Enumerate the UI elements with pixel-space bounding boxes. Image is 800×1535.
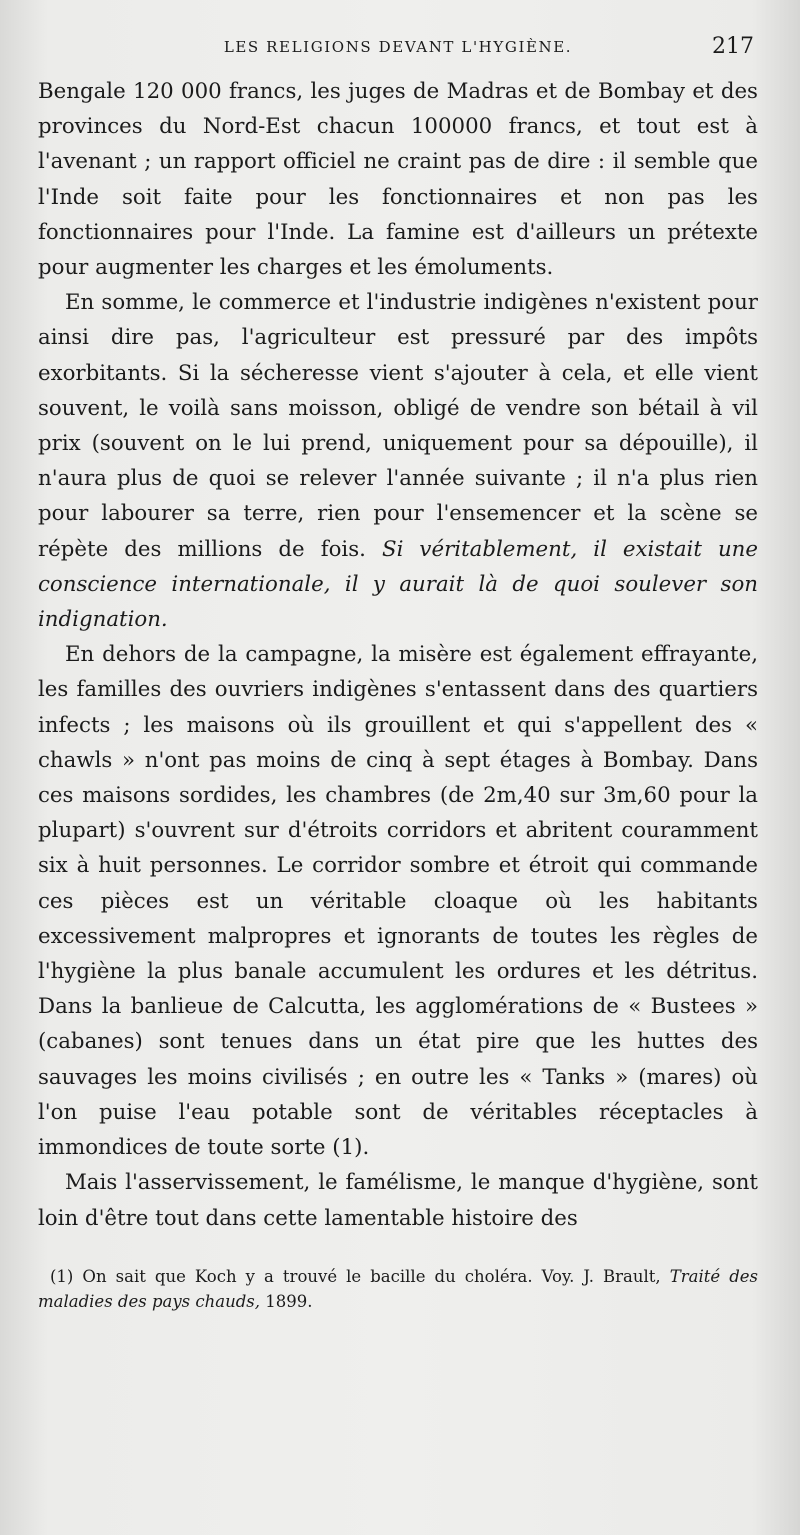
italic-passage: Si véritablement, il existait une conscience internationale, il y aurait là de quoi soulever son indignation.: [38, 536, 758, 633]
paragraph-text: Bengale 120 000 francs, les juges de Madras et de Bombay et des provinces du Nord-Est chacun 100000 francs, et tout est à l'avenant ; un rapport officiel ne craint pas de dire : il semble que l'Inde soit faite pour les fonctionnaires et non pas les fonctionnaires pour l'Inde. La famine est d'ailleurs un prétexte pour augmenter les charges et les émoluments.: [38, 79, 758, 281]
paragraph: [38, 1165, 758, 1235]
paragraph: [38, 637, 758, 1165]
footnote-title: Traité des maladies des pays chauds,: [38, 1266, 759, 1311]
running-head: [38, 34, 758, 74]
page-number: 217: [712, 34, 754, 59]
paragraph-text: En dehors de la campagne, la misère est également effrayante, les familles des ouvriers indigènes s'entassent dans des quartiers infects ; les maisons où ils grouillent et qui s'appellent des « chawls » n'ont pas moins de cinq à sept étages à Bombay. Dans ces maisons sordides, les chambres (de 2m,40 sur 3m,60 pour la plupart) s'ouvrent sur d'étroits corridors et abritent couramment six à huit personnes. Le corridor sombre et étroit qui commande ces pièces est un véritable cloaque où les habitants excessivement malpropres et ignorants de toutes les règles de l'hygiène la plus banale accumulent les ordures et les détritus. Dans la banlieue de Calcutta, les agglomérations de « Bustees » (cabanes) sont tenues dans un état pire que les huttes des sauvages les moins civilisés ; en outre les « Tanks » (mares) où l'on puise l'eau potable sont de véritables réceptacles à immondices de toute sorte (1).: [38, 642, 758, 1161]
footnote: [38, 1264, 758, 1314]
paragraph-continued: [38, 74, 758, 285]
paragraph: [38, 285, 758, 637]
running-title: LES RELIGIONS DEVANT L'HYGIÈNE.: [223, 38, 573, 56]
paragraph-text: En somme, le commerce et l'industrie indigènes n'existent pour ainsi dire pas, l'agriculteur est pressuré par des impôts exorbitants. Si la sécheresse vient s'ajouter à cela, et elle vient souvent, le voilà sans moisson, obligé de vendre son bétail à vil prix (souvent on le lui prend, uniquement pour sa dépouille), il n'aura plus de quoi se relever l'année suivante ; il n'a plus rien pour labourer sa terre, rien pour l'ensemencer et la scène se répète des millions de fois.: [38, 290, 758, 562]
footnote-text: [38, 1264, 758, 1314]
footnote-lead: (1) On sait que Koch y a trouvé le bacille du choléra. Voy. J. Brault,: [50, 1266, 661, 1286]
footnote-year: 1899.: [265, 1291, 313, 1311]
paragraph-text: Mais l'asservissement, le famélisme, le manque d'hygiène, sont loin d'être tout dans cette lamentable histoire des: [38, 1170, 758, 1231]
body-text: [38, 74, 758, 1236]
